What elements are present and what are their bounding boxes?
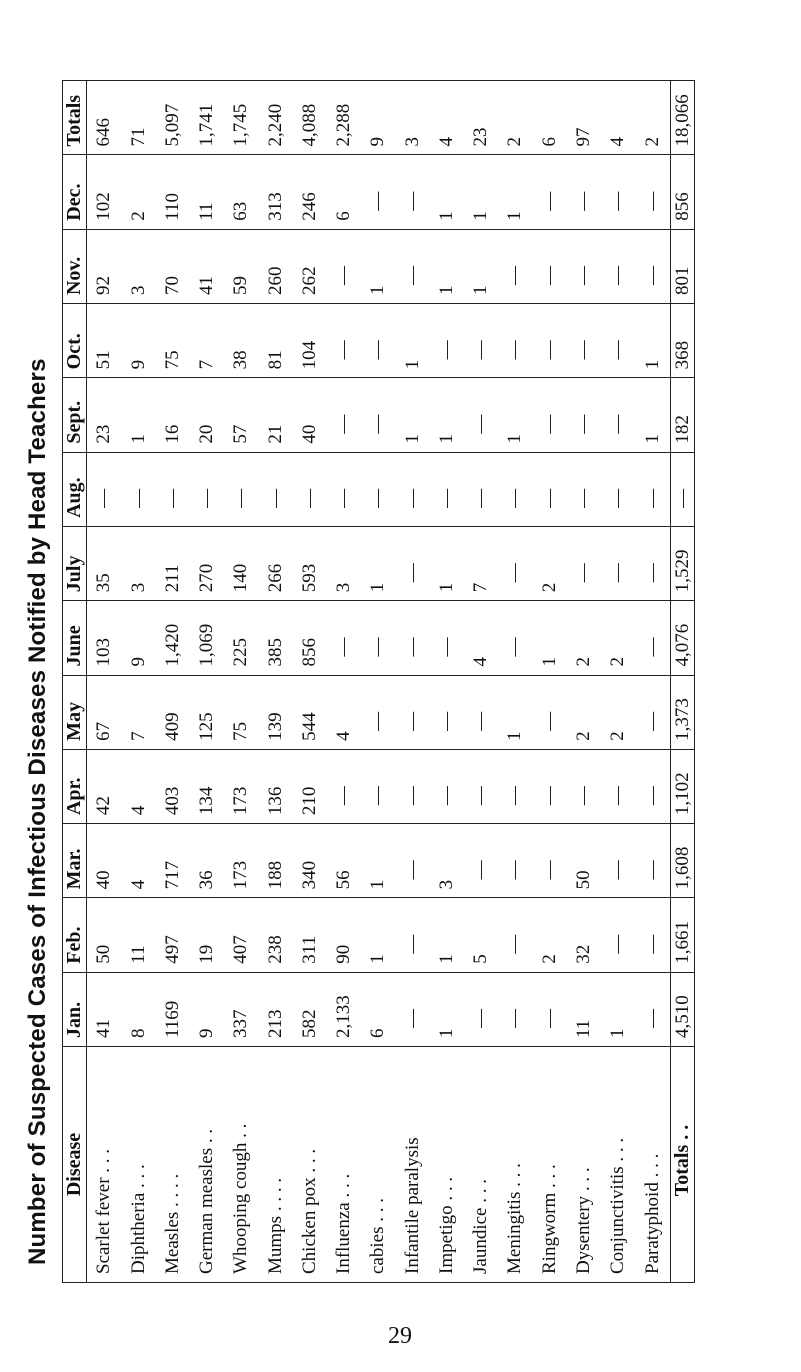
page-number: 29 bbox=[388, 1323, 412, 1349]
notifications-table-container bbox=[62, 80, 695, 1283]
table-cell: 311 bbox=[293, 898, 327, 972]
disease-name: German measles . . bbox=[190, 1047, 224, 1283]
table-cell: — bbox=[430, 452, 464, 526]
totals-cell: 1,373 bbox=[671, 675, 695, 749]
disease-name: Infantile paralysis bbox=[396, 1047, 430, 1283]
table-cell: 213 bbox=[259, 972, 293, 1046]
table-cell: 16 bbox=[156, 378, 190, 452]
table-cell: — bbox=[361, 601, 395, 675]
table-cell: — bbox=[396, 824, 430, 898]
table-cell: 9 bbox=[361, 81, 395, 155]
column-header: Dec. bbox=[63, 155, 87, 229]
table-cell: 7 bbox=[464, 526, 498, 600]
column-header: Totals bbox=[63, 81, 87, 155]
table-cell: — bbox=[156, 452, 190, 526]
table-cell: — bbox=[533, 452, 567, 526]
table-cell: — bbox=[327, 749, 361, 823]
disease-name: Meningitis . . . bbox=[498, 1047, 532, 1283]
table-cell: 407 bbox=[224, 898, 258, 972]
table-cell: 1 bbox=[601, 972, 635, 1046]
table-row bbox=[396, 81, 430, 1283]
table-cell: 4 bbox=[122, 749, 156, 823]
table-cell: — bbox=[259, 452, 293, 526]
table-cell: 41 bbox=[87, 972, 122, 1046]
table-cell: 4 bbox=[430, 81, 464, 155]
table-cell: — bbox=[396, 155, 430, 229]
table-cell: — bbox=[361, 452, 395, 526]
column-header: June bbox=[63, 601, 87, 675]
table-cell: 6 bbox=[533, 81, 567, 155]
table-cell: 225 bbox=[224, 601, 258, 675]
column-header-disease: Disease bbox=[63, 1047, 87, 1283]
table-cell: — bbox=[601, 229, 635, 303]
table-cell: — bbox=[327, 229, 361, 303]
table-cell: 3 bbox=[327, 526, 361, 600]
table-cell: — bbox=[567, 229, 601, 303]
table-cell: 4 bbox=[464, 601, 498, 675]
table-cell: 1 bbox=[361, 229, 395, 303]
table-cell: 1 bbox=[635, 378, 670, 452]
table-cell: 2 bbox=[533, 526, 567, 600]
table-cell: 8 bbox=[122, 972, 156, 1046]
table-cell: 134 bbox=[190, 749, 224, 823]
table-cell: — bbox=[567, 304, 601, 378]
table-cell: 21 bbox=[259, 378, 293, 452]
table-cell: 313 bbox=[259, 155, 293, 229]
table-cell: — bbox=[635, 972, 670, 1046]
table-cell: 19 bbox=[190, 898, 224, 972]
table-cell: — bbox=[464, 452, 498, 526]
disease-name: Scarlet fever . . . bbox=[87, 1047, 122, 1283]
table-cell: — bbox=[498, 972, 532, 1046]
totals-cell: 1,102 bbox=[671, 749, 695, 823]
table-cell: — bbox=[533, 972, 567, 1046]
table-cell: 1 bbox=[361, 824, 395, 898]
table-cell: 1 bbox=[430, 898, 464, 972]
table-cell: 140 bbox=[224, 526, 258, 600]
table-cell: 50 bbox=[87, 898, 122, 972]
table-cell: 173 bbox=[224, 749, 258, 823]
table-cell: 4,088 bbox=[293, 81, 327, 155]
table-row bbox=[567, 81, 601, 1283]
disease-name: Whooping cough . . bbox=[224, 1047, 258, 1283]
table-row bbox=[122, 81, 156, 1283]
table-cell: — bbox=[635, 675, 670, 749]
totals-cell: 1,529 bbox=[671, 526, 695, 600]
table-cell: — bbox=[533, 378, 567, 452]
table-cell: — bbox=[190, 452, 224, 526]
table-cell: — bbox=[498, 898, 532, 972]
table-cell: — bbox=[361, 675, 395, 749]
table-cell: 2 bbox=[533, 898, 567, 972]
table-cell: 3 bbox=[122, 526, 156, 600]
table-cell: — bbox=[601, 526, 635, 600]
table-cell: — bbox=[464, 824, 498, 898]
table-cell: — bbox=[361, 304, 395, 378]
table-cell: — bbox=[430, 304, 464, 378]
table-cell: 9 bbox=[190, 972, 224, 1046]
table-cell: 1 bbox=[533, 601, 567, 675]
disease-name: Jaundice . . . bbox=[464, 1047, 498, 1283]
table-cell: 2,240 bbox=[259, 81, 293, 155]
table-row bbox=[259, 81, 293, 1283]
table-cell: — bbox=[533, 824, 567, 898]
table-cell: 40 bbox=[87, 824, 122, 898]
totals-cell: 856 bbox=[671, 155, 695, 229]
table-cell: 1 bbox=[498, 378, 532, 452]
table-cell: — bbox=[464, 304, 498, 378]
table-cell: — bbox=[87, 452, 122, 526]
table-cell: 7 bbox=[122, 675, 156, 749]
table-cell: — bbox=[498, 526, 532, 600]
table-cell: 409 bbox=[156, 675, 190, 749]
table-cell: 11 bbox=[190, 155, 224, 229]
table-cell: 717 bbox=[156, 824, 190, 898]
table-cell: — bbox=[533, 155, 567, 229]
table-row bbox=[601, 81, 635, 1283]
table-cell: 1 bbox=[430, 229, 464, 303]
table-cell: 1 bbox=[396, 378, 430, 452]
table-cell: 2 bbox=[122, 155, 156, 229]
table-cell: — bbox=[498, 229, 532, 303]
table-cell: — bbox=[635, 601, 670, 675]
table-cell: — bbox=[498, 304, 532, 378]
table-cell: 56 bbox=[327, 824, 361, 898]
table-cell: 75 bbox=[224, 675, 258, 749]
table-cell: 23 bbox=[87, 378, 122, 452]
table-cell: — bbox=[635, 749, 670, 823]
table-cell: — bbox=[601, 749, 635, 823]
table-cell: 2 bbox=[567, 675, 601, 749]
table-cell: 593 bbox=[293, 526, 327, 600]
table-cell: — bbox=[498, 452, 532, 526]
table-cell: — bbox=[396, 526, 430, 600]
table-cell: — bbox=[601, 378, 635, 452]
table-cell: 35 bbox=[87, 526, 122, 600]
table-cell: 23 bbox=[464, 81, 498, 155]
column-header: Sept. bbox=[63, 378, 87, 452]
notifications-table bbox=[62, 80, 695, 1283]
table-cell: — bbox=[567, 452, 601, 526]
disease-name: Influenza . . . bbox=[327, 1047, 361, 1283]
table-cell: 125 bbox=[190, 675, 224, 749]
table-cell: 5 bbox=[464, 898, 498, 972]
table-cell: — bbox=[533, 749, 567, 823]
table-cell: — bbox=[396, 972, 430, 1046]
table-cell: — bbox=[533, 304, 567, 378]
table-cell: 136 bbox=[259, 749, 293, 823]
table-cell: 4 bbox=[122, 824, 156, 898]
totals-cell: 18,066 bbox=[671, 81, 695, 155]
table-cell: 210 bbox=[293, 749, 327, 823]
table-cell: 11 bbox=[567, 972, 601, 1046]
table-cell: 856 bbox=[293, 601, 327, 675]
table-cell: 9 bbox=[122, 601, 156, 675]
table-cell: — bbox=[464, 972, 498, 1046]
table-cell: 2 bbox=[601, 675, 635, 749]
table-cell: 1 bbox=[361, 526, 395, 600]
table-cell: — bbox=[567, 378, 601, 452]
column-header: Nov. bbox=[63, 229, 87, 303]
table-cell: — bbox=[635, 452, 670, 526]
disease-name: Ringworm . . . bbox=[533, 1047, 567, 1283]
table-cell: 4 bbox=[601, 81, 635, 155]
table-cell: — bbox=[327, 601, 361, 675]
table-body bbox=[87, 81, 671, 1283]
table-cell: 188 bbox=[259, 824, 293, 898]
table-cell: 1 bbox=[498, 155, 532, 229]
totals-cell: 1,608 bbox=[671, 824, 695, 898]
table-cell: 1 bbox=[635, 304, 670, 378]
table-cell: 1,741 bbox=[190, 81, 224, 155]
table-cell: 70 bbox=[156, 229, 190, 303]
table-cell: — bbox=[567, 526, 601, 600]
disease-name: Dysentery . . . bbox=[567, 1047, 601, 1283]
totals-label: Totals . . bbox=[671, 1047, 695, 1283]
table-cell: 1 bbox=[122, 378, 156, 452]
disease-name: Conjunctivitis . . . bbox=[601, 1047, 635, 1283]
column-header: Aug. bbox=[63, 452, 87, 526]
column-header: Oct. bbox=[63, 304, 87, 378]
column-header: July bbox=[63, 526, 87, 600]
table-cell: 173 bbox=[224, 824, 258, 898]
table-cell: 81 bbox=[259, 304, 293, 378]
column-header: Feb. bbox=[63, 898, 87, 972]
disease-name: Chicken pox . . . bbox=[293, 1047, 327, 1283]
table-cell: 2,133 bbox=[327, 972, 361, 1046]
table-row bbox=[361, 81, 395, 1283]
table-row bbox=[87, 81, 122, 1283]
table-cell: — bbox=[361, 378, 395, 452]
table-cell: 36 bbox=[190, 824, 224, 898]
table-cell: — bbox=[327, 452, 361, 526]
table-cell: — bbox=[430, 601, 464, 675]
table-cell: 497 bbox=[156, 898, 190, 972]
table-cell: 2 bbox=[635, 81, 670, 155]
table-cell: — bbox=[396, 898, 430, 972]
table-cell: — bbox=[601, 304, 635, 378]
totals-cell: 801 bbox=[671, 229, 695, 303]
table-cell: 246 bbox=[293, 155, 327, 229]
disease-name: cabies . . . bbox=[361, 1047, 395, 1283]
table-cell: — bbox=[498, 601, 532, 675]
table-cell: — bbox=[327, 304, 361, 378]
table-cell: 1,420 bbox=[156, 601, 190, 675]
table-cell: 403 bbox=[156, 749, 190, 823]
table-cell: 544 bbox=[293, 675, 327, 749]
table-cell: — bbox=[567, 155, 601, 229]
table-cell: 4 bbox=[327, 675, 361, 749]
table-cell: 582 bbox=[293, 972, 327, 1046]
column-header: Jan. bbox=[63, 972, 87, 1046]
totals-cell: 4,076 bbox=[671, 601, 695, 675]
table-cell: — bbox=[430, 749, 464, 823]
table-cell: 90 bbox=[327, 898, 361, 972]
table-cell: 3 bbox=[122, 229, 156, 303]
table-cell: — bbox=[396, 675, 430, 749]
table-cell: — bbox=[601, 824, 635, 898]
table-cell: — bbox=[361, 155, 395, 229]
table-cell: 42 bbox=[87, 749, 122, 823]
table-cell: — bbox=[533, 229, 567, 303]
table-row bbox=[327, 81, 361, 1283]
table-cell: 50 bbox=[567, 824, 601, 898]
table-cell: — bbox=[293, 452, 327, 526]
page-title: Number of Suspected Cases of Infectious Diseases Notified by Head Teachers bbox=[24, 358, 51, 1265]
disease-name: Paratyphoid . . . bbox=[635, 1047, 670, 1283]
table-cell: — bbox=[396, 749, 430, 823]
table-cell: 75 bbox=[156, 304, 190, 378]
table-cell: — bbox=[361, 749, 395, 823]
table-cell: — bbox=[601, 452, 635, 526]
table-cell: 337 bbox=[224, 972, 258, 1046]
column-header: Apr. bbox=[63, 749, 87, 823]
table-cell: — bbox=[464, 378, 498, 452]
table-cell: 3 bbox=[430, 824, 464, 898]
table-cell: 57 bbox=[224, 378, 258, 452]
table-cell: 40 bbox=[293, 378, 327, 452]
table-cell: 110 bbox=[156, 155, 190, 229]
table-cell: 270 bbox=[190, 526, 224, 600]
totals-cell: — bbox=[671, 452, 695, 526]
table-cell: 104 bbox=[293, 304, 327, 378]
table-cell: 1 bbox=[430, 972, 464, 1046]
table-cell: 1 bbox=[430, 155, 464, 229]
table-cell: 20 bbox=[190, 378, 224, 452]
table-cell: 260 bbox=[259, 229, 293, 303]
table-cell: 63 bbox=[224, 155, 258, 229]
table-cell: 238 bbox=[259, 898, 293, 972]
table-cell: 1 bbox=[430, 378, 464, 452]
table-row bbox=[156, 81, 190, 1283]
table-cell: 9 bbox=[122, 304, 156, 378]
table-cell: — bbox=[601, 155, 635, 229]
table-cell: 1 bbox=[464, 229, 498, 303]
table-row bbox=[224, 81, 258, 1283]
table-cell: — bbox=[430, 675, 464, 749]
table-cell: 51 bbox=[87, 304, 122, 378]
table-cell: 646 bbox=[87, 81, 122, 155]
table-cell: — bbox=[635, 155, 670, 229]
table-cell: — bbox=[396, 452, 430, 526]
table-row bbox=[430, 81, 464, 1283]
table-cell: 32 bbox=[567, 898, 601, 972]
table-cell: 71 bbox=[122, 81, 156, 155]
table-row bbox=[190, 81, 224, 1283]
table-cell: 6 bbox=[327, 155, 361, 229]
table-cell: 38 bbox=[224, 304, 258, 378]
table-cell: 97 bbox=[567, 81, 601, 155]
table-cell: 1 bbox=[396, 304, 430, 378]
disease-name: Mumps . . . . bbox=[259, 1047, 293, 1283]
table-cell: 1 bbox=[464, 155, 498, 229]
table-cell: 1 bbox=[361, 898, 395, 972]
table-row bbox=[533, 81, 567, 1283]
table-cell: 92 bbox=[87, 229, 122, 303]
table-cell: 2 bbox=[567, 601, 601, 675]
table-cell: 3 bbox=[396, 81, 430, 155]
table-cell: — bbox=[635, 898, 670, 972]
table-cell: — bbox=[224, 452, 258, 526]
table-cell: 139 bbox=[259, 675, 293, 749]
table-cell: 67 bbox=[87, 675, 122, 749]
table-cell: 1,069 bbox=[190, 601, 224, 675]
table-cell: 1169 bbox=[156, 972, 190, 1046]
table-row bbox=[635, 81, 670, 1283]
table-row bbox=[293, 81, 327, 1283]
table-cell: 266 bbox=[259, 526, 293, 600]
table-cell: 2 bbox=[601, 601, 635, 675]
table-cell: 11 bbox=[122, 898, 156, 972]
table-cell: — bbox=[498, 749, 532, 823]
table-cell: 6 bbox=[361, 972, 395, 1046]
table-cell: 211 bbox=[156, 526, 190, 600]
column-header: Mar. bbox=[63, 824, 87, 898]
table-cell: 5,097 bbox=[156, 81, 190, 155]
column-header: May bbox=[63, 675, 87, 749]
totals-row bbox=[671, 81, 695, 1283]
table-cell: 2,288 bbox=[327, 81, 361, 155]
table-cell: — bbox=[635, 824, 670, 898]
table-cell: 1,745 bbox=[224, 81, 258, 155]
table-cell: 1 bbox=[498, 675, 532, 749]
table-cell: 59 bbox=[224, 229, 258, 303]
table-cell: — bbox=[601, 898, 635, 972]
table-cell: — bbox=[498, 824, 532, 898]
table-row bbox=[464, 81, 498, 1283]
totals-cell: 1,661 bbox=[671, 898, 695, 972]
disease-name: Measles . . . . bbox=[156, 1047, 190, 1283]
table-cell: — bbox=[122, 452, 156, 526]
table-cell: — bbox=[464, 675, 498, 749]
table-cell: 385 bbox=[259, 601, 293, 675]
table-cell: — bbox=[567, 749, 601, 823]
table-cell: 102 bbox=[87, 155, 122, 229]
table-cell: 1 bbox=[430, 526, 464, 600]
table-cell: — bbox=[635, 229, 670, 303]
table-cell: — bbox=[327, 378, 361, 452]
table-cell: — bbox=[533, 675, 567, 749]
table-cell: 7 bbox=[190, 304, 224, 378]
totals-cell: 4,510 bbox=[671, 972, 695, 1046]
table-cell: — bbox=[635, 526, 670, 600]
table-cell: — bbox=[396, 601, 430, 675]
table-row bbox=[498, 81, 532, 1283]
table-cell: 41 bbox=[190, 229, 224, 303]
table-cell: — bbox=[464, 749, 498, 823]
table-cell: 2 bbox=[498, 81, 532, 155]
disease-name: Impetigo . . . bbox=[430, 1047, 464, 1283]
table-cell: 103 bbox=[87, 601, 122, 675]
table-header-row bbox=[63, 81, 87, 1283]
totals-cell: 368 bbox=[671, 304, 695, 378]
table-cell: 262 bbox=[293, 229, 327, 303]
table-cell: — bbox=[396, 229, 430, 303]
disease-name: Diphtheria . . . bbox=[122, 1047, 156, 1283]
totals-cell: 182 bbox=[671, 378, 695, 452]
table-cell: 340 bbox=[293, 824, 327, 898]
